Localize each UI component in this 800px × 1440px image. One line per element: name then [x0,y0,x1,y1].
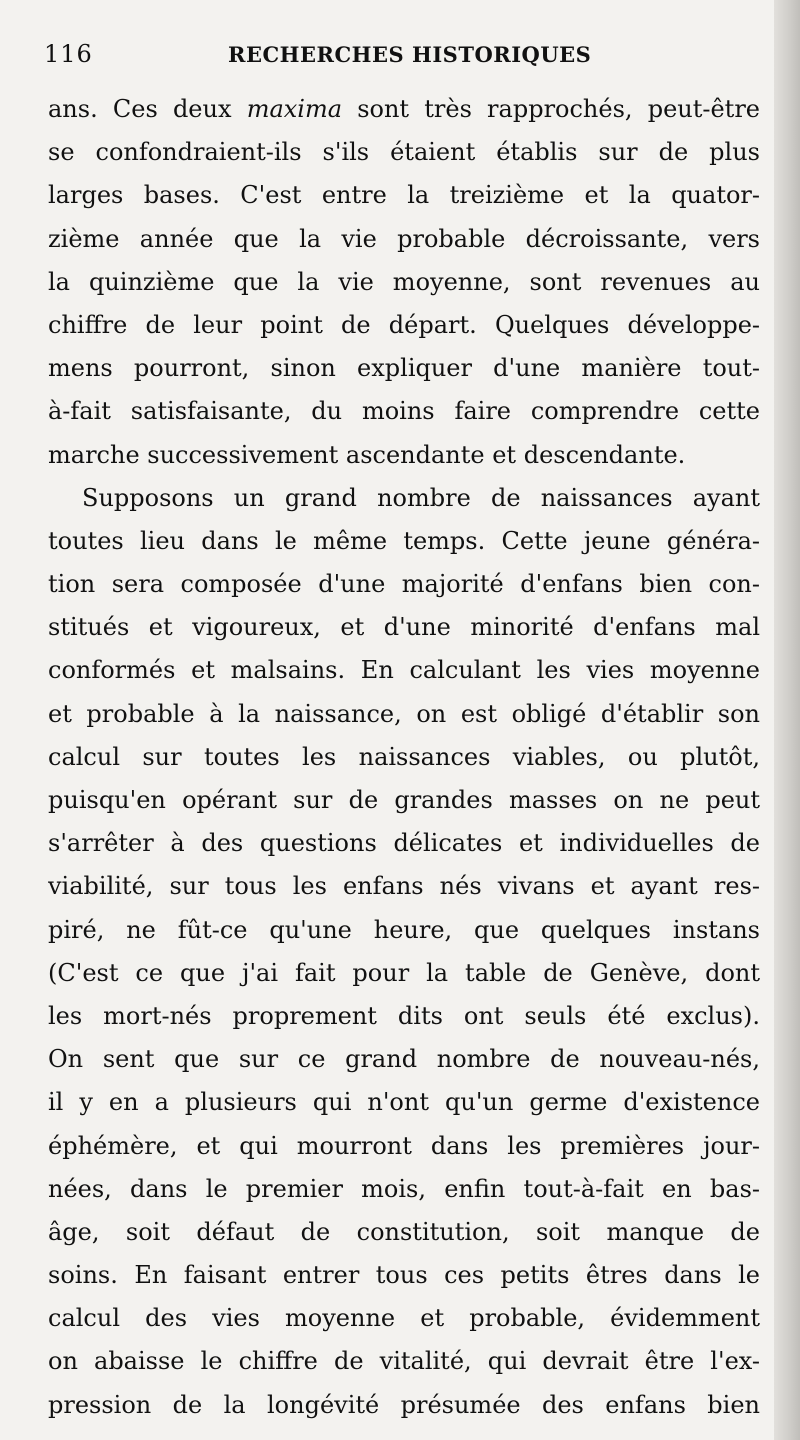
text-line: s'arrêter à des questions délicates et individuelles de [48,829,760,858]
text-line: se confondraient-ils s'ils étaient établis sur de plus [48,138,760,167]
text-line: (C'est ce que j'ai fait pour la table de Genève, dont [48,958,760,987]
text-line: stitués et vigoureux, et d'une minorité d'enfans mal [48,613,760,642]
text-line: conformés et malsains. En calculant les vies moyenne [48,656,760,685]
text-line: calcul des vies moyenne et probable, évidemment [48,1304,760,1333]
text-line: ans. Ces deux maxima sont très rapprochés, peut-être [48,95,760,123]
italic-word: maxima [246,95,343,123]
page-edge-shadow [774,0,800,1440]
text-line: la quinzième que la vie moyenne, sont revenues au [48,267,760,296]
text-line: on abaisse le chiffre de vitalité, qui devrait être l'ex- [48,1347,760,1376]
text-line: éphémère, et qui mourront dans les premières jour- [48,1131,760,1160]
text-line: mens pourront, sinon expliquer d'une manière tout- [48,354,760,383]
text-line: Supposons un grand nombre de naissances ayant [82,483,760,512]
text-line: chiffre de leur point de départ. Quelques développe- [48,310,760,339]
text-line: calcul sur toutes les naissances viables, ou plutôt, [48,742,760,771]
text-line: nées, dans le premier mois, enfin tout-à-fait en bas- [48,1174,760,1203]
text-line: puisqu'en opérant sur de grandes masses on ne peut [48,786,760,814]
text-line: à-fait satisfaisante, du moins faire comprendre cette [48,397,760,426]
text-line: les mort-nés proprement dits ont seuls été exclus). [48,1001,760,1030]
text-line: viabilité, sur tous les enfans nés vivans et ayant res- [48,872,760,901]
text-line: pression de la longévité présumée des enfans bien [48,1390,760,1419]
page-header [44,40,774,76]
text-line: piré, ne fût-ce qu'une heure, que quelques instans [48,915,760,944]
text-line: soins. En faisant entrer tous ces petits êtres dans le [48,1261,760,1290]
text-line: larges bases. C'est entre la treizième et la quator- [48,181,760,210]
text-line: il y en a plusieurs qui n'ont qu'un germe d'existence [48,1088,760,1117]
text-line: marche successivement ascendante et descendante. [48,440,686,469]
text-line: On sent que sur ce grand nombre de nouveau-nés, [48,1045,760,1074]
text-line: zième année que la vie probable décroissante, vers [48,224,760,253]
text-line: âge, soit défaut de constitution, soit manque de [48,1217,760,1246]
text-line: toutes lieu dans le même temps. Cette jeune généra- [48,526,760,555]
text-line: et probable à la naissance, on est obligé d'établir son [48,699,760,728]
text-line: tion sera composée d'une majorité d'enfans bien con- [48,570,760,599]
page-number: 116 [44,40,93,68]
running-title: RECHERCHES HISTORIQUES [228,42,592,67]
body-text [48,88,760,1427]
